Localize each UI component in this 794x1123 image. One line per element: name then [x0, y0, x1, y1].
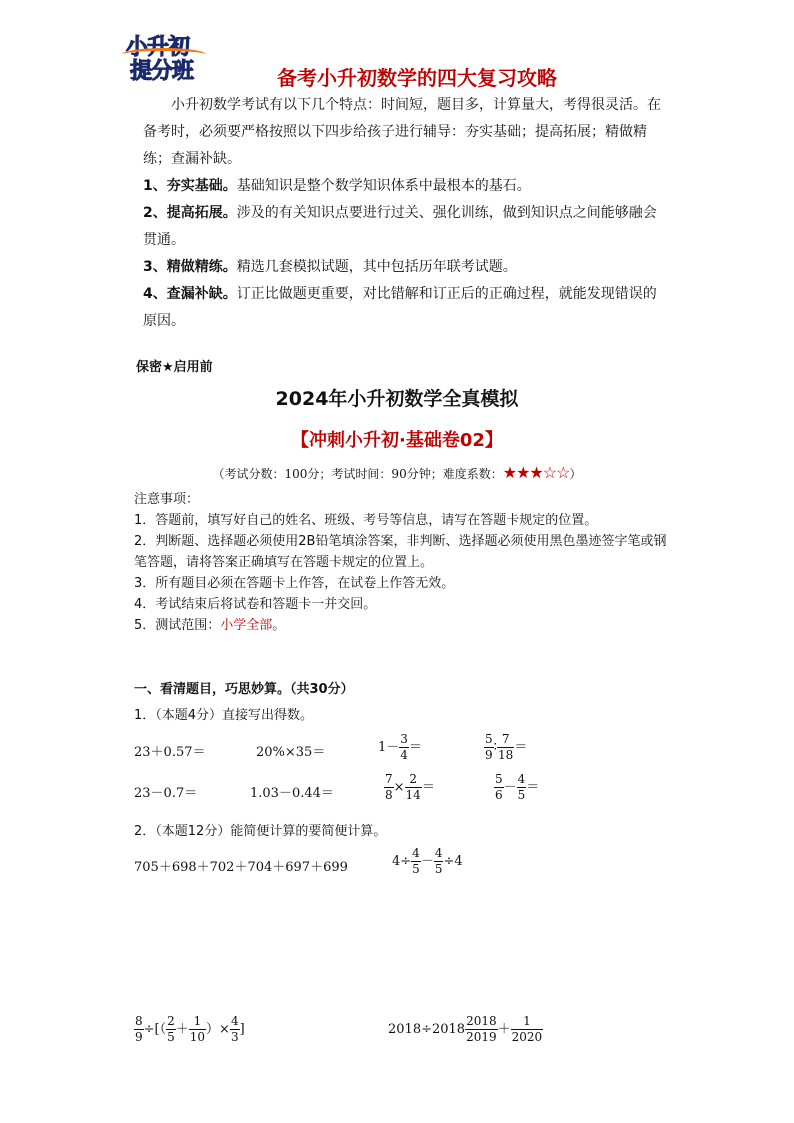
denominator: 5: [434, 862, 443, 876]
numerator: 4: [517, 772, 526, 786]
denominator: 5: [517, 788, 526, 802]
numerator: 8: [135, 1014, 143, 1028]
q2-item-a: 705＋698＋702＋704＋697＋699: [134, 860, 348, 875]
numerator: 7: [497, 732, 514, 748]
logo-line1: 小升初: [126, 35, 190, 60]
expr-text: －: [503, 780, 517, 795]
denominator: 2019: [466, 1030, 497, 1044]
expr-text: ∶: [493, 740, 498, 755]
fraction: [399, 732, 409, 763]
notes-heading: 注意事项：: [134, 492, 200, 507]
exam-meta: [0, 463, 794, 482]
numerator: 2: [405, 772, 422, 788]
note-5-suffix: 。: [272, 618, 286, 633]
fraction: [494, 772, 504, 803]
fraction: [465, 1014, 498, 1045]
expr-text: ＝: [421, 780, 435, 795]
expr-text: ＋: [175, 1022, 189, 1037]
fraction: [517, 772, 527, 803]
fraction: [484, 732, 494, 763]
q1-item-a: 23＋0.57＝: [134, 745, 206, 760]
numerator: 4: [412, 846, 420, 860]
fraction: [384, 772, 394, 803]
fraction: [511, 1014, 544, 1045]
numerator: 4: [434, 846, 443, 860]
expr-text: 1－: [378, 740, 400, 755]
expr-text: ＋: [497, 1022, 511, 1037]
q1-item-d: [484, 732, 527, 763]
expr-text: 4÷: [392, 854, 412, 869]
logo-line2: 提分班: [130, 59, 194, 84]
item-body: 精选几套模拟试题，其中包括历年联考试题。: [236, 259, 517, 275]
q1-item-g: [384, 772, 435, 803]
numerator: 5: [495, 772, 503, 786]
q2-item-d: [388, 1014, 543, 1045]
confidential-label: 保密★启用前: [136, 360, 213, 375]
q1-item-b: 20%×35＝: [256, 745, 326, 760]
numerator: 5: [485, 732, 493, 746]
denominator: 8: [385, 788, 393, 802]
strategy-title: 备考小升初数学的四大复习攻略: [277, 66, 557, 90]
note-1: 1．答题前，填写好自己的姓名、班级、考号等信息，请写在答题卡规定的位置。: [134, 513, 598, 528]
q1-item-c: [378, 732, 422, 763]
question-1: 1．（本题4分）直接写出得数。: [134, 708, 314, 723]
meta-suffix: ）: [569, 467, 582, 481]
exam-subtitle: 【冲刺小升初·基础卷02】: [291, 430, 503, 451]
strategy-item-3: [143, 254, 663, 281]
meta-prefix: （考试分数：100分；考试时间：90分钟；难度系数：: [212, 467, 503, 481]
numerator: 7: [385, 772, 393, 786]
denominator: 2020: [511, 1030, 543, 1044]
numerator: 1: [189, 1014, 206, 1030]
difficulty-stars-empty: ☆☆: [542, 463, 570, 482]
question-2: 2．（本题12分）能简便计算的要简便计算。: [134, 824, 387, 839]
test-scope: 小学全部: [220, 618, 273, 633]
note-4: 4．考试结束后将试卷和答题卡一并交回。: [134, 597, 377, 612]
denominator: 14: [405, 788, 421, 802]
expr-text: ]: [239, 1022, 245, 1037]
fraction: [166, 1014, 176, 1045]
item-head: 4、查漏补缺。: [143, 286, 237, 302]
item-head: 3、精做精练。: [143, 259, 237, 275]
denominator: 18: [498, 748, 514, 762]
difficulty-stars-filled: ★★★: [502, 463, 543, 482]
expr-text: ）×: [206, 1022, 230, 1037]
q1-item-h: [494, 772, 539, 803]
denominator: 5: [412, 862, 420, 876]
fraction: [497, 732, 514, 763]
note-3: 3．所有题目必须在答题卡上作答，在试卷上作答无效。: [134, 576, 455, 591]
strategy-item-2: [143, 200, 663, 254]
expr-text: ×: [393, 780, 405, 795]
fraction: [189, 1014, 206, 1045]
expr-text: ＝: [526, 780, 540, 795]
section-1-title: 一、看清题目，巧思妙算。（共30分）: [134, 682, 354, 697]
expr-text: 2018÷2018: [388, 1022, 466, 1037]
denominator: 5: [167, 1030, 175, 1044]
item-head: 2、提高拓展。: [143, 205, 237, 221]
item-body: 订正比做题更重要，对比错解和订正后的正确过程，就能发现错误的原因。: [143, 286, 657, 329]
numerator: 3: [400, 732, 408, 746]
expr-text: ＝: [514, 740, 528, 755]
fraction: [405, 772, 422, 803]
q1-item-f: 1.03－0.44＝: [250, 786, 334, 801]
exam-title: 2024年小升初数学全真模拟: [275, 388, 519, 410]
fraction: [230, 1014, 240, 1045]
numerator: 4: [230, 1014, 239, 1028]
strategy-item-1: [143, 173, 663, 200]
fraction: [134, 1014, 144, 1045]
item-head: 1、夯实基础。: [143, 178, 237, 194]
denominator: 9: [135, 1030, 143, 1044]
q1-item-e: 23－0.7＝: [134, 786, 198, 801]
strategy-intro: 小升初数学考试有以下几个特点：时间短，题目多，计算量大，考得很灵活。在备考时，必须要严格按照以下四步给孩子进行辅导：夯实基础；提高拓展；精做精练；查漏补缺。: [143, 97, 661, 167]
fraction: [411, 846, 421, 877]
numerator: 2: [167, 1014, 175, 1028]
item-body: 涉及的有关知识点要进行过关、强化训练，做到知识点之间能够融会贯通。: [143, 205, 657, 248]
q2-item-b: [392, 846, 463, 877]
item-body: 基础知识是整个数学知识体系中最根本的基石。: [236, 178, 531, 194]
expr-text: ÷[（: [143, 1022, 167, 1037]
q2-item-c: [134, 1014, 245, 1045]
expr-text: ＝: [408, 740, 422, 755]
expr-text: ÷4: [443, 854, 463, 869]
denominator: 10: [189, 1030, 206, 1044]
denominator: 6: [495, 788, 503, 802]
note-5: [134, 615, 674, 636]
expr-text: －: [420, 854, 434, 869]
denominator: 4: [400, 748, 408, 762]
numerator: 1: [511, 1014, 544, 1030]
denominator: 3: [230, 1030, 239, 1044]
note-5-prefix: 5．测试范围：: [134, 618, 221, 633]
numerator: 2018: [466, 1014, 497, 1028]
denominator: 9: [485, 748, 493, 762]
note-2: 2．判断题、选择题必须使用2B铅笔填涂答案，非判断、选择题必须使用黑色墨迹签字笔或钢笔答题，请将答案正确填写在答题卡规定的位置上。: [134, 534, 667, 570]
strategy-item-4: [143, 281, 663, 335]
